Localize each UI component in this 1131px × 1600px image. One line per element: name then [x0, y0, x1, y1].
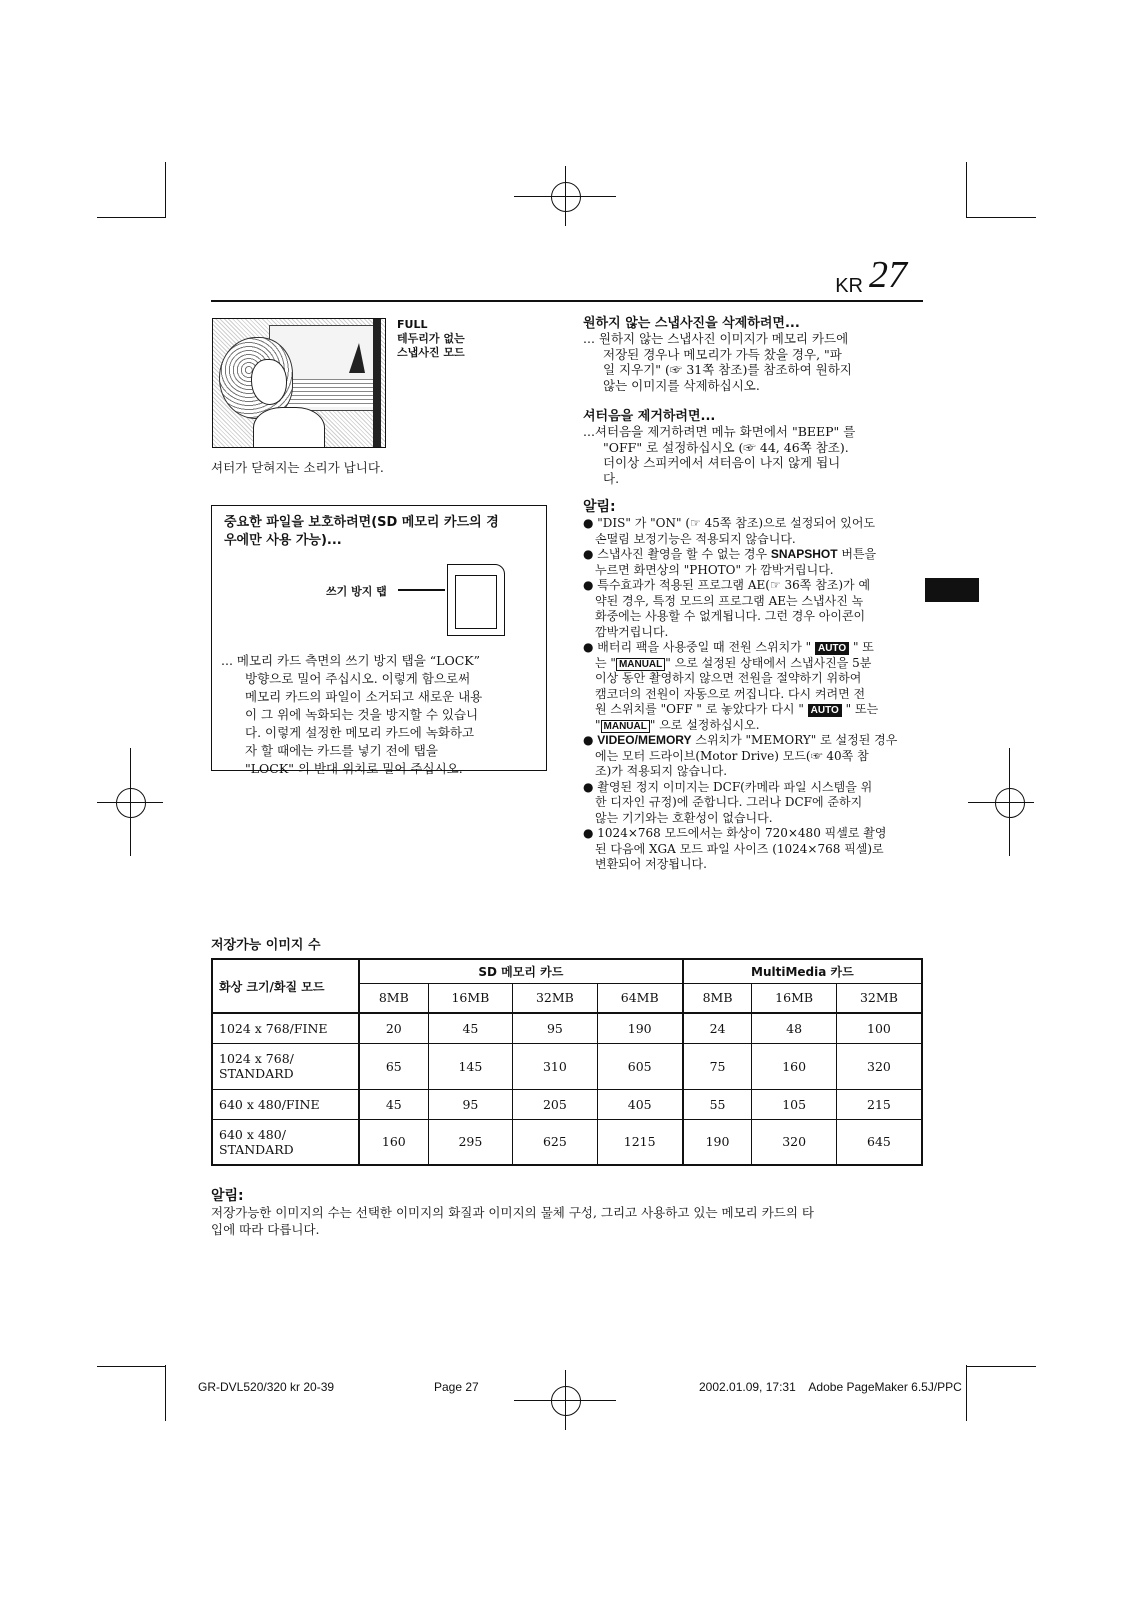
snapshot-button-label: SNAPSHOT: [770, 547, 838, 561]
table-cell: 190: [597, 1013, 683, 1043]
note-text: 는 ": [595, 655, 616, 670]
table-cell: 215: [836, 1089, 922, 1119]
illustration-frame: [373, 319, 381, 448]
crop-mark: [97, 217, 166, 218]
table-cell: 625: [513, 1119, 598, 1165]
shutter-body-line: 다.: [603, 470, 620, 486]
multimedia-card-header: MultiMedia 카드: [683, 959, 922, 983]
note-line: [583, 702, 928, 718]
delete-heading: 원하지 않는 스냅사진을 삭제하려면...: [583, 316, 800, 331]
row-label-line: STANDARD: [219, 1141, 294, 1157]
row-label-line: STANDARD: [219, 1066, 294, 1081]
note-line: ● VIDEO/MEMORY 스위치가 "MEMORY" 로 설정된 경우: [583, 733, 898, 747]
note-line: 손떨림 보정기능은 적용되지 않습니다.: [595, 531, 796, 546]
sd-size-header: 16MB: [428, 983, 513, 1013]
section-tab-marker: [925, 578, 979, 602]
bottom-note-body: [211, 1204, 923, 1238]
sd-size-header: 8MB: [359, 983, 428, 1013]
table-header-row: [212, 959, 922, 983]
header-rule: [211, 300, 923, 302]
table-cell: 45: [359, 1089, 428, 1119]
note-line: ● 촬영된 정지 이미지는 DCF(카메라 파일 시스템을 위: [583, 779, 873, 794]
delete-body-line: 저장된 경우나 메모리가 가득 찼을 경우, "파: [603, 346, 842, 362]
tab-pointer-line: [398, 589, 445, 591]
row-label: [212, 1043, 359, 1089]
shutter-sound-note: 셔터가 닫혀지는 소리가 납니다.: [211, 460, 384, 475]
table-cell: 320: [752, 1119, 837, 1165]
note-line: 약된 경우, 특정 모드의 프로그램 AE는 스냅사진 녹: [595, 593, 864, 608]
note-line: 캠코더의 전원이 자동으로 꺼집니다. 다시 켜려면 전: [595, 686, 866, 701]
delete-body-line: 일 지우기" (☞ 31쪽 참조)를 참조하여 원하지: [603, 362, 852, 377]
note-line: 깜박거립니다.: [595, 624, 669, 639]
table-cell: 205: [513, 1089, 598, 1119]
sd-card-header: SD 메모리 카드: [359, 959, 683, 983]
sd-size-header: 32MB: [513, 983, 598, 1013]
protect-title-line: 우에만 사용 가능)...: [224, 533, 342, 548]
protect-body: [221, 652, 482, 778]
notes-heading: 알림:: [583, 499, 616, 515]
mmc-size-header: 8MB: [683, 983, 752, 1013]
table-cell: 95: [428, 1089, 513, 1119]
table-cell: 48: [752, 1013, 837, 1043]
protect-body-line: 자 할 때에는 카드를 넣기 전에 탭을: [245, 743, 438, 758]
caption-line: 테두리가 없는: [397, 332, 465, 345]
note-line: ● 1024×768 모드에서는 화상이 720×480 픽셀로 촬영: [583, 826, 887, 840]
table-cell: 160: [752, 1043, 837, 1089]
sd-size-header: 64MB: [597, 983, 683, 1013]
table-cell: 105: [752, 1089, 837, 1119]
registration-mark: [565, 166, 566, 226]
mmc-size-header: 32MB: [836, 983, 922, 1013]
language-label: KR: [835, 275, 863, 297]
note-line: 누르면 화면상의 "PHOTO" 가 깜박거립니다.: [595, 562, 834, 577]
illustration-body: [253, 407, 325, 448]
sailboat-icon: [349, 343, 365, 373]
auto-badge: AUTO: [815, 642, 849, 655]
table-cell: 45: [428, 1013, 513, 1043]
note-text: ● 스냅사진 촬영을 할 수 없는 경우: [583, 547, 771, 561]
table-cell: 1215: [597, 1119, 683, 1165]
manual-badge: MANUAL: [601, 720, 650, 733]
shutter-body-line: 더이상 스피커에서 셔터음이 나지 않게 됩니: [603, 455, 841, 470]
mmc-size-header: 16MB: [752, 983, 837, 1013]
caption-line: FULL: [397, 318, 428, 331]
table-cell: 145: [428, 1043, 513, 1089]
row-label-line: 640 x 480/: [219, 1126, 286, 1142]
table-cell: 20: [359, 1013, 428, 1043]
protect-body-line: ... 메모리 카드 측면의 쓰기 방지 탭을 “LOCK”: [221, 653, 481, 668]
write-protect-tab-label: 쓰기 방지 탭: [326, 585, 387, 598]
page-number: 27: [869, 254, 907, 296]
shutter-body-line: ...셔터음을 제거하려면 메뉴 화면에서 "BEEP" 를: [583, 424, 856, 439]
note-text: " 으로 설정하십시오.: [649, 717, 760, 732]
bottom-note-line: 입에 따라 다릅니다.: [211, 1222, 320, 1237]
note-text: " 또: [849, 640, 874, 654]
protect-body-line: "LOCK" 의 반대 위치로 밀어 주십시오.: [245, 761, 463, 776]
note-line: ● "DIS" 가 "ON" (☞ 45쪽 참조)으로 설정되어 있어도: [583, 516, 876, 530]
crop-mark: [966, 217, 1036, 218]
bottom-note-heading: 알림:: [211, 1188, 244, 1204]
auto-badge: AUTO: [808, 704, 842, 717]
note-text: ": [595, 717, 601, 732]
note-line: 된 다음에 XGA 모드 파일 사이즈 (1024×768 픽셀)로: [595, 841, 884, 856]
registration-mark: [995, 788, 1025, 818]
table-corner-header: 화상 크기/화질 모드: [212, 959, 359, 1013]
note-text: " 으로 설정된 상태에서 스냅사진을 5분: [665, 655, 872, 670]
table-cell: 95: [513, 1013, 598, 1043]
crop-mark: [966, 1366, 1036, 1367]
delete-body: [583, 331, 928, 393]
table-cell: 100: [836, 1013, 922, 1043]
image-capacity-table: [211, 958, 923, 1166]
registration-mark: [551, 1386, 581, 1416]
illustration-caption: [397, 318, 465, 360]
footer-page: Page 27: [434, 1380, 479, 1394]
row-label: [212, 1089, 359, 1119]
crop-mark: [97, 1366, 166, 1367]
protect-body-line: 방향으로 밀어 주십시오. 이렇게 함으로써: [245, 671, 471, 686]
registration-mark: [551, 182, 581, 212]
table-cell: 24: [683, 1013, 752, 1043]
table-row: [212, 1089, 922, 1119]
table-cell: 320: [836, 1043, 922, 1089]
table-cell: 160: [359, 1119, 428, 1165]
note-line: [583, 656, 928, 672]
delete-body-line: 않는 이미지를 삭제하십시오.: [603, 377, 760, 393]
table-cell: 55: [683, 1089, 752, 1119]
note-text: " 또는: [841, 702, 879, 716]
row-label-line: 1024 x 768/FINE: [219, 1020, 328, 1036]
table-row: [212, 1119, 922, 1165]
protect-body-line: 다. 이렇게 설정한 메모리 카드에 녹화하고: [245, 725, 475, 740]
row-label: [212, 1119, 359, 1165]
registration-mark: [968, 802, 1034, 803]
caption-line: 스냅사진 모드: [397, 346, 465, 359]
shutter-heading: 셔터음을 제거하려면...: [583, 409, 716, 424]
shutter-body: [583, 424, 928, 486]
sd-card-label-area: [455, 575, 497, 629]
right-column: [583, 312, 928, 873]
registration-mark: [1009, 748, 1010, 856]
footer-timestamp: 2002.01.09, 17:31 Adobe PageMaker 6.5J/PPC: [699, 1380, 962, 1394]
crop-mark: [165, 1365, 166, 1421]
row-label-line: 640 x 480/FINE: [219, 1096, 320, 1112]
bottom-note-line: 저장가능한 이미지의 수는 선택한 이미지의 화질과 이미지의 물체 구성, 그리고 사용하고 있는 메모리 카드의 타: [211, 1205, 814, 1220]
crop-mark: [966, 162, 967, 218]
note-line: [583, 718, 928, 734]
note-line: ● 특수효과가 적용된 프로그램 AE(☞ 36쪽 참조)가 예: [583, 578, 871, 592]
table-cell: 65: [359, 1043, 428, 1089]
crop-mark: [165, 162, 166, 218]
table-cell: 295: [428, 1119, 513, 1165]
sd-card-icon: [447, 564, 505, 636]
snapshot-illustration: [212, 318, 386, 448]
table-cell: 645: [836, 1119, 922, 1165]
video-memory-label: VIDEO/MEMORY: [597, 733, 692, 747]
note-text: ● 배터리 팩을 사용중일 때 전원 스위치가 ": [583, 640, 815, 654]
table-cell: 190: [683, 1119, 752, 1165]
protect-title-line: 중요한 파일을 보호하려면(SD 메모리 카드의 경: [224, 515, 499, 530]
manual-badge: MANUAL: [616, 658, 665, 671]
note-line: 이상 동안 촬영하지 않으면 전원을 절약하기 위하여: [595, 671, 862, 685]
crop-mark: [966, 1365, 967, 1421]
table-cell: 75: [683, 1043, 752, 1089]
table-cell: 310: [513, 1043, 598, 1089]
table-row: [212, 1013, 922, 1043]
delete-body-line: ... 원하지 않는 스냅사진 이미지가 메모리 카드에: [583, 331, 849, 346]
registration-mark: [116, 788, 146, 818]
protect-body-line: 메모리 카드의 파일이 소거되고 새로운 내용: [245, 689, 483, 704]
note-text: 버튼을: [837, 547, 877, 561]
note-line: 조)가 적용되지 않습니다.: [595, 764, 728, 778]
protect-body-line: 이 그 위에 녹화되는 것을 방지할 수 있습니: [245, 707, 479, 722]
shutter-body-line: "OFF" 로 설정하십시오 (☞ 44, 46쪽 참조).: [603, 439, 849, 455]
note-line: 화중에는 사용할 수 없게됩니다. 그런 경우 아이콘이: [595, 609, 866, 623]
table-cell: 405: [597, 1089, 683, 1119]
footer-filename: GR-DVL520/320 kr 20-39: [198, 1380, 335, 1394]
note-text: 스위치가 "MEMORY" 로 설정된 경우: [691, 733, 898, 747]
table-row: [212, 1043, 922, 1089]
illustration-face: [251, 359, 287, 405]
registration-mark: [130, 748, 131, 856]
protect-title: [224, 514, 499, 550]
row-label: [212, 1013, 359, 1043]
note-line: 한 디자인 규정)에 준합니다. 그러나 DCF에 준하지: [595, 795, 863, 809]
note-text: 원 스위치를 "OFF " 로 놓았다가 다시 ": [595, 702, 808, 716]
notes-list: [583, 516, 928, 873]
table-title: 저장가능 이미지 수: [211, 938, 321, 953]
row-label-line: 1024 x 768/: [219, 1051, 294, 1066]
note-line: 않는 기기와는 호환성이 없습니다.: [595, 810, 773, 825]
table-cell: 605: [597, 1043, 683, 1089]
registration-mark: [565, 1370, 566, 1430]
note-line: [583, 547, 928, 563]
note-line: 변환되어 저장됩니다.: [595, 857, 707, 871]
note-line: [583, 640, 928, 656]
note-line: 에는 모터 드라이브(Motor Drive) 모드(☞ 40쪽 참: [595, 748, 869, 763]
